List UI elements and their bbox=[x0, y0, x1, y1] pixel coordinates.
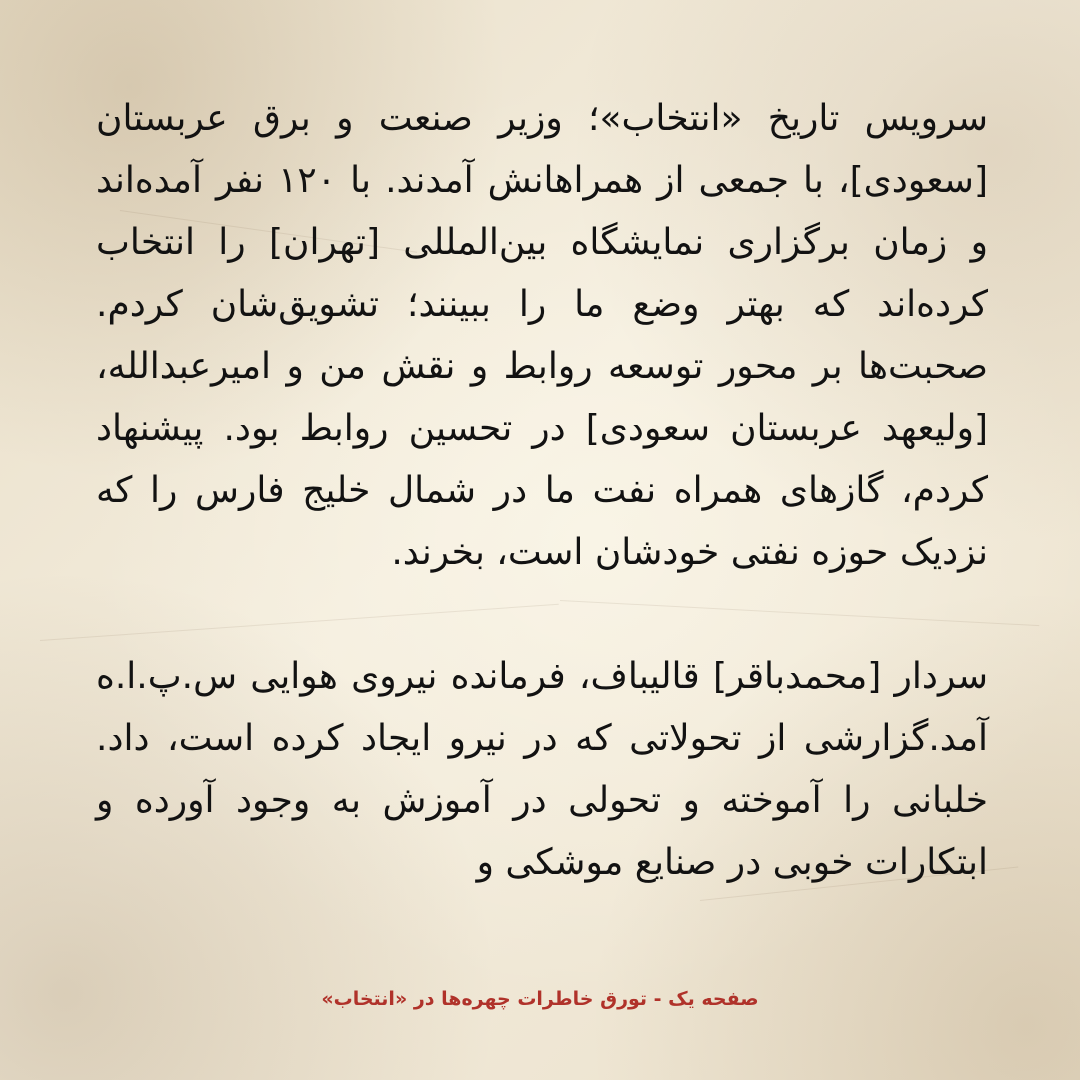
memoir-text bbox=[96, 88, 988, 894]
page-footer-caption: صفحه یک - تورق خاطرات چهره‌ها در «انتخاب» bbox=[321, 988, 759, 1010]
paragraph-1: سرویس تاریخ «انتخاب»؛ وزیر صنعت و برق عربستان [سعودی]، با جمعی از همراهانش آمدند. با ۱۲۰ نفر آمده‌اند و زمان برگزاری نمایشگاه بین‌المللی [تهران] را انتخاب کرده‌اند که بهتر وضع ما را ببینند؛ تشویق‌شان کردم. صحبت‌ها بر محور توسعه روابط و نقش من و امیرعبدالله، [ولیعهد عربستان سعودی] در تحسین روابط بود. پیشنهاد کردم، گازهای همراه نفت ما در شمال خلیج فارس را که نزدیک حوزه نفتی خودشان است، بخرند. bbox=[96, 98, 988, 573]
paragraph-2: سردار [محمدباقر] قالیباف، فرمانده نیروی هوایی س.پ.ا.ه آمد.گزارشی از تحولاتی که در نیرو ایجاد کرده است، داد. خلبانی را آموخته و تحولی در آموزش به وجود آورده و ابتکارات خوبی در صنایع موشکی و bbox=[96, 656, 988, 883]
